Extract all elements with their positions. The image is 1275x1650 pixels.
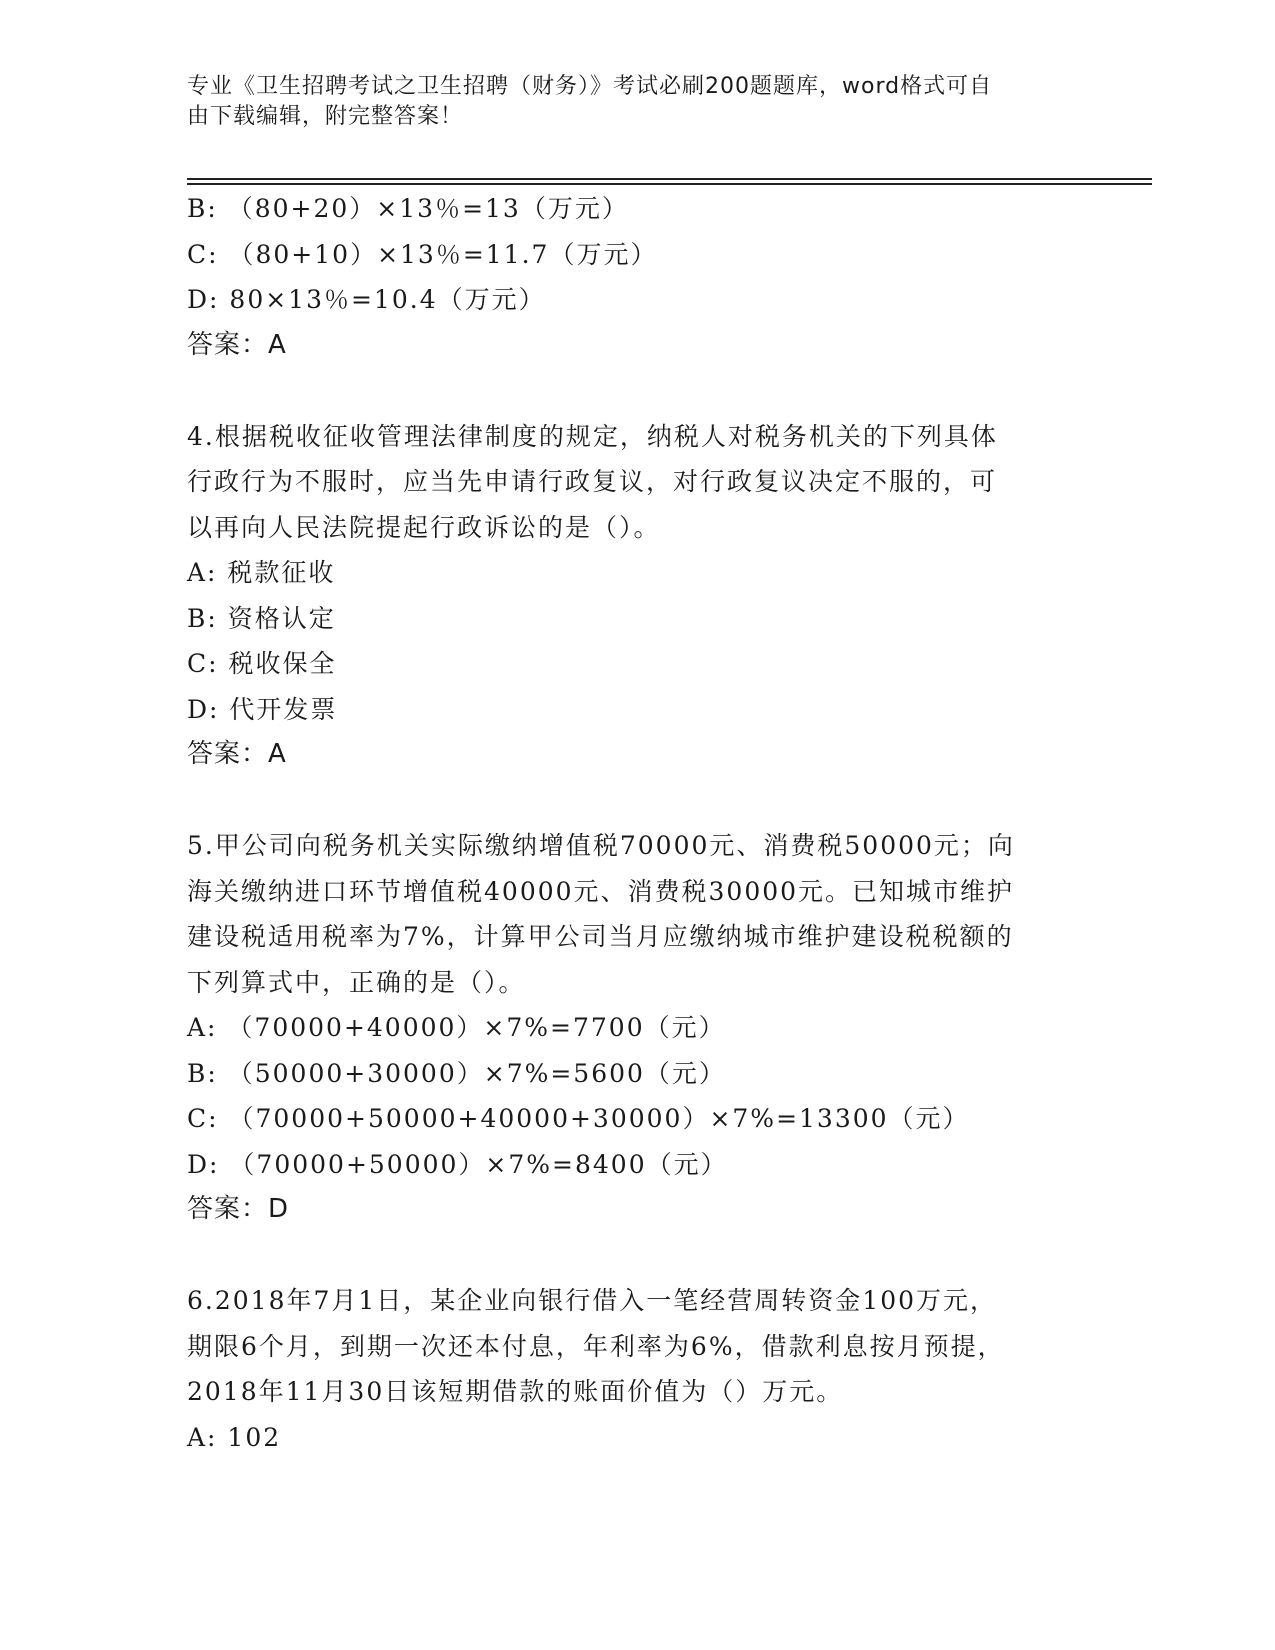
question-stem-line: 5.甲公司向税务机关实际缴纳增值税70000元、消费税50000元；向: [187, 831, 1015, 860]
question-stem-line: 4.根据税收征收管理法律制度的规定，纳税人对税务机关的下列具体: [187, 421, 998, 451]
question-stem-line: 行政行为不服时，应当先申请行政复议，对行政复议决定不服的，可: [187, 467, 998, 496]
option-c: C: 税收保全: [187, 649, 337, 678]
option-b: B: （80+20）×13％=13（万元）: [187, 194, 629, 223]
header-line-2: 由下载编辑，附完整答案！: [187, 104, 464, 129]
question-stem-line: 下列算式中，正确的是（）。: [187, 967, 526, 997]
spacer: [187, 778, 1087, 824]
option-a: A: 税款征收: [187, 558, 336, 587]
question-stem-line: 建设税适用税率为7%，计算甲公司当月应缴纳城市维护建设税税额的: [187, 922, 1014, 951]
question-stem-line: 海关缴纳进口环节增值税40000元、消费税30000元。已知城市维护: [187, 876, 1015, 906]
question-stem-line: 期限6个月，到期一次还本付息，年利率为6%，借款利息按月预提，: [187, 1331, 1005, 1361]
answer: 答案：A: [187, 329, 287, 360]
option-d: D: （70000+50000）×7%=8400（元）: [187, 1149, 728, 1179]
option-c: C: （80+10）×13％=11.7（万元）: [187, 239, 658, 269]
question-5: [187, 823, 1087, 1233]
option-d: D: 80×13％=10.4（万元）: [187, 285, 546, 314]
answer: 答案：A: [187, 739, 287, 769]
question-stem-line: 6.2018年7月1日，某企业向银行借入一笔经营周转资金100万元，: [187, 1286, 998, 1315]
option-b: B: （50000+30000）×7%=5600（元）: [187, 1058, 726, 1088]
header-divider-bottom: [187, 183, 1152, 185]
spacer: [187, 1233, 1087, 1279]
option-a: A: 102: [187, 1422, 282, 1452]
question-3: [187, 186, 1087, 368]
question-6: [187, 1278, 1087, 1460]
option-c: C: （70000+50000+40000+30000）×7%=13300（元）: [187, 1104, 970, 1133]
question-stem-line: 以再向人民法院提起行政诉讼的是（）。: [187, 512, 661, 542]
header-divider-top: [187, 178, 1152, 180]
option-b: B: 资格认定: [187, 603, 336, 633]
answer: 答案：D: [187, 1194, 290, 1224]
question-stem-line: 2018年11月30日该短期借款的账面价值为（）万元。: [187, 1377, 844, 1406]
question-list: [187, 186, 1087, 1460]
option-d: D: 代开发票: [187, 694, 338, 724]
question-4: [187, 414, 1087, 778]
document-header: [187, 72, 1067, 132]
option-a: A: （70000+40000）×7%=7700（元）: [187, 1013, 726, 1042]
spacer: [187, 368, 1087, 414]
header-line-1: 专业《卫生招聘考试之卫生招聘（财务）》考试必刷200题题库，word格式可自: [187, 74, 993, 99]
